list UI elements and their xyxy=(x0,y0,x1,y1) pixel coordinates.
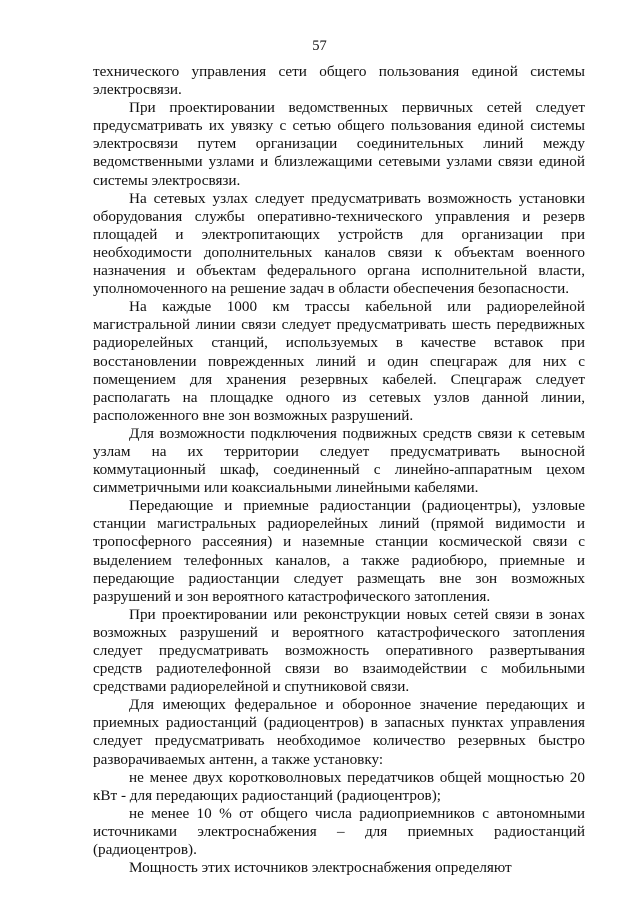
page-body xyxy=(93,63,585,877)
paragraph: На сетевых узлах следует предусматривать возможность установки оборудования службы оперативно-технического управления и резерв площадей и электропитающих устройств для организации при необходимости дополнительных каналов связи к объектам военного назначения и объектам федерального органа исполнительной власти, уполномоченного на решение задач в области обеспечения безопасности. xyxy=(93,189,585,298)
paragraph: На каждые 1000 км трассы кабельной или радиорелейной магистральной линии связи следует предусматривать шесть передвижных радиорелейных станций, используемых в качестве вставок при восстановлении поврежденных линий и один спецгараж для них с помещением для хранения резервных кабелей. Спецгараж следует располагать на площадке одного из сетевых узлов данной линии, расположенного вне зон возможных разрушений. xyxy=(93,298,585,424)
paragraph: Для имеющих федеральное и оборонное значение передающих и приемных радиостанций (радиоцентров) в запасных пунктах управления следует предусматривать необходимое количество резервных быстро разворачиваемых антенн, а также установку: xyxy=(93,696,585,768)
paragraph: При проектировании ведомственных первичных сетей следует предусматривать их увязку с сетью общего пользования единой системы электросвязи путем организации соединительных линий между ведомственными узлами и близлежащими сетевыми узлами связи единой системы электросвязи. xyxy=(93,99,585,189)
list-item: не менее 10 % от общего числа радиоприемников с автономными источниками электроснабжения – для приемных радиостанций (радиоцентров). xyxy=(93,804,585,859)
paragraph: При проектировании или реконструкции новых сетей связи в зонах возможных разрушений и вероятного катастрофического затопления следует предусматривать возможность оперативного развертывания средств радиотелефонной связи во взаимодействии с мобильными средствами радиорелейной и спутниковой связи. xyxy=(93,605,585,696)
paragraph: Для возможности подключения подвижных средств связи к сетевым узлам на их территории следует предусматривать выносной коммутационный шкаф, соединенный с линейно-аппаратным цехом симметричными или коаксиальными линейными кабелями. xyxy=(93,424,585,497)
page-number: 57 xyxy=(312,38,327,54)
paragraph: Передающие и приемные радиостанции (радиоцентры), узловые станции магистральных радиорелейных линий (прямой видимости и тропосферного рассеяния) и наземные станции космической связи с выделением телефонных каналов, а также радиобюро, приемные и передающие радиостанции следует размещать вне зон возможных разрушений и зон вероятного катастрофического затопления. xyxy=(93,497,585,605)
paragraph: технического управления сети общего пользования единой системы электросвязи. xyxy=(93,63,585,99)
paragraph: Мощность этих источников электроснабжения определяют xyxy=(129,859,512,877)
list-item: не менее двух коротковолновых передатчиков общей мощностью 20 кВт - для передающих радиостанций (радиоцентров); xyxy=(93,768,585,804)
